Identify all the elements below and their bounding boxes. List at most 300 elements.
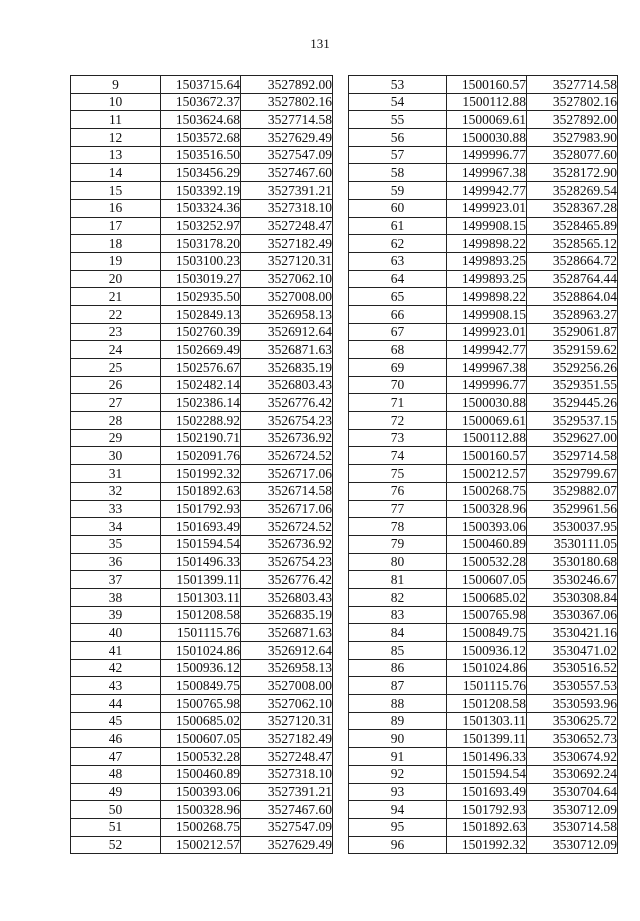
table-row [71,199,333,217]
y-coordinate-cell: 3526871.63 [241,624,333,642]
x-coordinate-cell: 1503392.19 [161,182,241,200]
point-number-cell: 68 [349,341,447,359]
y-coordinate-cell: 3527802.16 [527,93,618,111]
y-coordinate-cell: 3527120.31 [241,712,333,730]
x-coordinate-cell: 1500328.96 [161,801,241,819]
x-coordinate-cell: 1499898.22 [447,288,527,306]
y-coordinate-cell: 3528565.12 [527,235,618,253]
point-number-cell: 53 [349,76,447,94]
point-number-cell: 70 [349,376,447,394]
x-coordinate-cell: 1501792.93 [161,500,241,518]
x-coordinate-cell: 1503252.97 [161,217,241,235]
x-coordinate-cell: 1501594.54 [161,535,241,553]
x-coordinate-cell: 1502760.39 [161,323,241,341]
x-coordinate-cell: 1499898.22 [447,235,527,253]
x-coordinate-cell: 1501399.11 [161,571,241,589]
table-row [349,606,618,624]
table-row [71,695,333,713]
table-row [71,305,333,323]
table-row [71,765,333,783]
x-coordinate-cell: 1501115.76 [161,624,241,642]
x-coordinate-cell: 1499996.77 [447,146,527,164]
point-number-cell: 65 [349,288,447,306]
x-coordinate-cell: 1501303.11 [447,712,527,730]
point-number-cell: 79 [349,535,447,553]
x-coordinate-cell: 1500685.02 [447,588,527,606]
table-row [71,182,333,200]
point-number-cell: 54 [349,93,447,111]
table-row [349,93,618,111]
y-coordinate-cell: 3527892.00 [527,111,618,129]
point-number-cell: 78 [349,518,447,536]
point-number-cell: 13 [71,146,161,164]
y-coordinate-cell: 3530704.64 [527,783,618,801]
table-row [349,305,618,323]
point-number-cell: 43 [71,677,161,695]
y-coordinate-cell: 3526912.64 [241,323,333,341]
x-coordinate-cell: 1500069.61 [447,412,527,430]
y-coordinate-cell: 3527182.49 [241,730,333,748]
x-coordinate-cell: 1500030.88 [447,129,527,147]
x-coordinate-cell: 1499942.77 [447,182,527,200]
point-number-cell: 72 [349,412,447,430]
table-row [349,748,618,766]
x-coordinate-cell: 1500607.05 [447,571,527,589]
table-row [349,235,618,253]
x-coordinate-cell: 1501693.49 [447,783,527,801]
point-number-cell: 83 [349,606,447,624]
y-coordinate-cell: 3526835.19 [241,606,333,624]
y-coordinate-cell: 3530712.09 [527,801,618,819]
y-coordinate-cell: 3527629.49 [241,836,333,854]
x-coordinate-cell: 1500765.98 [161,695,241,713]
y-coordinate-cell: 3530367.06 [527,606,618,624]
y-coordinate-cell: 3530712.09 [527,836,618,854]
y-coordinate-cell: 3529961.56 [527,500,618,518]
x-coordinate-cell: 1501693.49 [161,518,241,536]
y-coordinate-cell: 3526776.42 [241,571,333,589]
x-coordinate-cell: 1500849.75 [161,677,241,695]
table-row [71,146,333,164]
table-row [349,535,618,553]
point-number-cell: 36 [71,553,161,571]
y-coordinate-cell: 3528764.44 [527,270,618,288]
x-coordinate-cell: 1501496.33 [161,553,241,571]
y-coordinate-cell: 3527391.21 [241,182,333,200]
x-coordinate-cell: 1501594.54 [447,765,527,783]
x-coordinate-cell: 1503715.64 [161,76,241,94]
table-row [71,730,333,748]
y-coordinate-cell: 3527120.31 [241,252,333,270]
table-row [349,801,618,819]
x-coordinate-cell: 1501115.76 [447,677,527,695]
y-coordinate-cell: 3528172.90 [527,164,618,182]
y-coordinate-cell: 3527892.00 [241,76,333,94]
y-coordinate-cell: 3530692.24 [527,765,618,783]
y-coordinate-cell: 3526724.52 [241,447,333,465]
point-number-cell: 23 [71,323,161,341]
y-coordinate-cell: 3526803.43 [241,376,333,394]
point-number-cell: 94 [349,801,447,819]
table-row [71,571,333,589]
y-coordinate-cell: 3530674.92 [527,748,618,766]
y-coordinate-cell: 3527547.09 [241,146,333,164]
table-row [349,146,618,164]
point-number-cell: 60 [349,199,447,217]
point-number-cell: 22 [71,305,161,323]
x-coordinate-cell: 1502386.14 [161,394,241,412]
x-coordinate-cell: 1499923.01 [447,323,527,341]
table-row [349,624,618,642]
x-coordinate-cell: 1503324.36 [161,199,241,217]
y-coordinate-cell: 3527391.21 [241,783,333,801]
point-number-cell: 69 [349,359,447,377]
table-row [71,341,333,359]
table-row [71,111,333,129]
point-number-cell: 75 [349,465,447,483]
x-coordinate-cell: 1502849.13 [161,305,241,323]
table-row [71,465,333,483]
point-number-cell: 9 [71,76,161,94]
point-number-cell: 12 [71,129,161,147]
y-coordinate-cell: 3527714.58 [241,111,333,129]
point-number-cell: 63 [349,252,447,270]
y-coordinate-cell: 3528077.60 [527,146,618,164]
point-number-cell: 30 [71,447,161,465]
y-coordinate-cell: 3526776.42 [241,394,333,412]
point-number-cell: 41 [71,642,161,660]
y-coordinate-cell: 3526871.63 [241,341,333,359]
x-coordinate-cell: 1500460.89 [161,765,241,783]
point-number-cell: 47 [71,748,161,766]
point-number-cell: 80 [349,553,447,571]
point-number-cell: 35 [71,535,161,553]
point-number-cell: 50 [71,801,161,819]
x-coordinate-cell: 1500212.57 [161,836,241,854]
table-row [71,447,333,465]
point-number-cell: 82 [349,588,447,606]
x-coordinate-cell: 1501792.93 [447,801,527,819]
y-coordinate-cell: 3530180.68 [527,553,618,571]
x-coordinate-cell: 1503100.23 [161,252,241,270]
point-number-cell: 15 [71,182,161,200]
x-coordinate-cell: 1502288.92 [161,412,241,430]
table-row [71,376,333,394]
x-coordinate-cell: 1501399.11 [447,730,527,748]
y-coordinate-cell: 3528269.54 [527,182,618,200]
table-row [349,783,618,801]
y-coordinate-cell: 3528864.04 [527,288,618,306]
table-row [349,359,618,377]
y-coordinate-cell: 3526736.92 [241,535,333,553]
table-row [349,677,618,695]
point-number-cell: 77 [349,500,447,518]
table-row [71,394,333,412]
table-row [349,76,618,94]
point-number-cell: 52 [71,836,161,854]
coordinates-table-left [70,75,333,854]
x-coordinate-cell: 1500268.75 [447,482,527,500]
point-number-cell: 48 [71,765,161,783]
x-coordinate-cell: 1499908.15 [447,305,527,323]
table-row [349,836,618,854]
x-coordinate-cell: 1500765.98 [447,606,527,624]
point-number-cell: 90 [349,730,447,748]
x-coordinate-cell: 1500112.88 [447,93,527,111]
point-number-cell: 67 [349,323,447,341]
y-coordinate-cell: 3530625.72 [527,712,618,730]
y-coordinate-cell: 3530421.16 [527,624,618,642]
point-number-cell: 16 [71,199,161,217]
y-coordinate-cell: 3528664.72 [527,252,618,270]
table-row [71,217,333,235]
point-number-cell: 92 [349,765,447,783]
x-coordinate-cell: 1501892.63 [161,482,241,500]
table-row [71,323,333,341]
y-coordinate-cell: 3529351.55 [527,376,618,394]
point-number-cell: 17 [71,217,161,235]
point-number-cell: 10 [71,93,161,111]
y-coordinate-cell: 3529256.26 [527,359,618,377]
y-coordinate-cell: 3526736.92 [241,429,333,447]
coordinates-table-right-body [349,76,618,854]
point-number-cell: 25 [71,359,161,377]
table-row [71,553,333,571]
x-coordinate-cell: 1500532.28 [161,748,241,766]
x-coordinate-cell: 1501992.32 [161,465,241,483]
point-number-cell: 11 [71,111,161,129]
table-row [349,500,618,518]
point-number-cell: 87 [349,677,447,695]
y-coordinate-cell: 3530557.53 [527,677,618,695]
x-coordinate-cell: 1500112.88 [447,429,527,447]
x-coordinate-cell: 1500849.75 [447,624,527,642]
y-coordinate-cell: 3527629.49 [241,129,333,147]
x-coordinate-cell: 1499908.15 [447,217,527,235]
y-coordinate-cell: 3529627.00 [527,429,618,447]
table-row [349,818,618,836]
x-coordinate-cell: 1499893.25 [447,252,527,270]
point-number-cell: 20 [71,270,161,288]
point-number-cell: 64 [349,270,447,288]
x-coordinate-cell: 1503516.50 [161,146,241,164]
table-row [71,748,333,766]
y-coordinate-cell: 3526717.06 [241,465,333,483]
point-number-cell: 28 [71,412,161,430]
x-coordinate-cell: 1500936.12 [161,659,241,677]
coordinates-table-left-body [71,76,333,854]
table-row [71,235,333,253]
table-row [349,182,618,200]
y-coordinate-cell: 3530037.95 [527,518,618,536]
table-row [71,836,333,854]
point-number-cell: 26 [71,376,161,394]
table-row [71,288,333,306]
table-row [349,270,618,288]
x-coordinate-cell: 1502576.67 [161,359,241,377]
x-coordinate-cell: 1499967.38 [447,164,527,182]
table-row [349,465,618,483]
x-coordinate-cell: 1502482.14 [161,376,241,394]
x-coordinate-cell: 1500030.88 [447,394,527,412]
table-row [71,518,333,536]
y-coordinate-cell: 3529882.07 [527,482,618,500]
y-coordinate-cell: 3526717.06 [241,500,333,518]
table-row [349,429,618,447]
y-coordinate-cell: 3527714.58 [527,76,618,94]
y-coordinate-cell: 3526754.23 [241,553,333,571]
table-row [349,712,618,730]
table-row [349,695,618,713]
table-row [349,341,618,359]
y-coordinate-cell: 3529061.87 [527,323,618,341]
table-row [349,588,618,606]
x-coordinate-cell: 1502669.49 [161,341,241,359]
table-row [71,535,333,553]
y-coordinate-cell: 3526803.43 [241,588,333,606]
x-coordinate-cell: 1503572.68 [161,129,241,147]
x-coordinate-cell: 1503456.29 [161,164,241,182]
x-coordinate-cell: 1501892.63 [447,818,527,836]
y-coordinate-cell: 3526958.13 [241,659,333,677]
table-row [349,323,618,341]
point-number-cell: 56 [349,129,447,147]
point-number-cell: 34 [71,518,161,536]
y-coordinate-cell: 3529799.67 [527,465,618,483]
y-coordinate-cell: 3528963.27 [527,305,618,323]
y-coordinate-cell: 3529537.15 [527,412,618,430]
point-number-cell: 14 [71,164,161,182]
y-coordinate-cell: 3527182.49 [241,235,333,253]
point-number-cell: 18 [71,235,161,253]
y-coordinate-cell: 3527248.47 [241,217,333,235]
point-number-cell: 51 [71,818,161,836]
point-number-cell: 33 [71,500,161,518]
point-number-cell: 93 [349,783,447,801]
y-coordinate-cell: 3529159.62 [527,341,618,359]
y-coordinate-cell: 3530593.96 [527,695,618,713]
x-coordinate-cell: 1500069.61 [447,111,527,129]
y-coordinate-cell: 3527983.90 [527,129,618,147]
table-row [71,659,333,677]
point-number-cell: 71 [349,394,447,412]
x-coordinate-cell: 1500268.75 [161,818,241,836]
x-coordinate-cell: 1500160.57 [447,447,527,465]
table-row [71,252,333,270]
x-coordinate-cell: 1500936.12 [447,642,527,660]
x-coordinate-cell: 1500212.57 [447,465,527,483]
x-coordinate-cell: 1499942.77 [447,341,527,359]
table-row [349,252,618,270]
x-coordinate-cell: 1503672.37 [161,93,241,111]
y-coordinate-cell: 3526714.58 [241,482,333,500]
point-number-cell: 32 [71,482,161,500]
table-row [71,801,333,819]
x-coordinate-cell: 1499893.25 [447,270,527,288]
table-row [71,129,333,147]
table-row [349,199,618,217]
y-coordinate-cell: 3527318.10 [241,765,333,783]
point-number-cell: 40 [71,624,161,642]
x-coordinate-cell: 1499996.77 [447,376,527,394]
page-number: 131 [310,36,330,51]
point-number-cell: 89 [349,712,447,730]
point-number-cell: 59 [349,182,447,200]
x-coordinate-cell: 1500393.06 [447,518,527,536]
table-row [349,730,618,748]
y-coordinate-cell: 3526724.52 [241,518,333,536]
x-coordinate-cell: 1500393.06 [161,783,241,801]
point-number-cell: 66 [349,305,447,323]
point-number-cell: 27 [71,394,161,412]
x-coordinate-cell: 1502091.76 [161,447,241,465]
x-coordinate-cell: 1503624.68 [161,111,241,129]
point-number-cell: 45 [71,712,161,730]
table-row [349,129,618,147]
point-number-cell: 88 [349,695,447,713]
x-coordinate-cell: 1501208.58 [447,695,527,713]
y-coordinate-cell: 3527547.09 [241,818,333,836]
x-coordinate-cell: 1501024.86 [447,659,527,677]
table-row [349,164,618,182]
table-row [71,482,333,500]
point-number-cell: 31 [71,465,161,483]
table-row [349,447,618,465]
y-coordinate-cell: 3530714.58 [527,818,618,836]
table-row [349,765,618,783]
point-number-cell: 76 [349,482,447,500]
point-number-cell: 96 [349,836,447,854]
y-coordinate-cell: 3527467.60 [241,164,333,182]
point-number-cell: 85 [349,642,447,660]
y-coordinate-cell: 3530246.67 [527,571,618,589]
point-number-cell: 95 [349,818,447,836]
table-row [349,394,618,412]
x-coordinate-cell: 1501208.58 [161,606,241,624]
x-coordinate-cell: 1500607.05 [161,730,241,748]
table-row [71,606,333,624]
y-coordinate-cell: 3527062.10 [241,270,333,288]
table-row [349,659,618,677]
x-coordinate-cell: 1500532.28 [447,553,527,571]
y-coordinate-cell: 3527802.16 [241,93,333,111]
point-number-cell: 19 [71,252,161,270]
y-coordinate-cell: 3530471.02 [527,642,618,660]
x-coordinate-cell: 1499923.01 [447,199,527,217]
table-row [349,217,618,235]
table-row [349,288,618,306]
y-coordinate-cell: 3530308.84 [527,588,618,606]
table-row [71,818,333,836]
point-number-cell: 44 [71,695,161,713]
x-coordinate-cell: 1501024.86 [161,642,241,660]
table-row [349,642,618,660]
x-coordinate-cell: 1503019.27 [161,270,241,288]
y-coordinate-cell: 3527008.00 [241,288,333,306]
table-row [71,500,333,518]
y-coordinate-cell: 3530652.73 [527,730,618,748]
point-number-cell: 62 [349,235,447,253]
table-row [349,553,618,571]
table-row [349,111,618,129]
y-coordinate-cell: 3529445.26 [527,394,618,412]
table-row [71,359,333,377]
x-coordinate-cell: 1502935.50 [161,288,241,306]
y-coordinate-cell: 3526835.19 [241,359,333,377]
table-row [71,93,333,111]
y-coordinate-cell: 3528465.89 [527,217,618,235]
x-coordinate-cell: 1500160.57 [447,76,527,94]
